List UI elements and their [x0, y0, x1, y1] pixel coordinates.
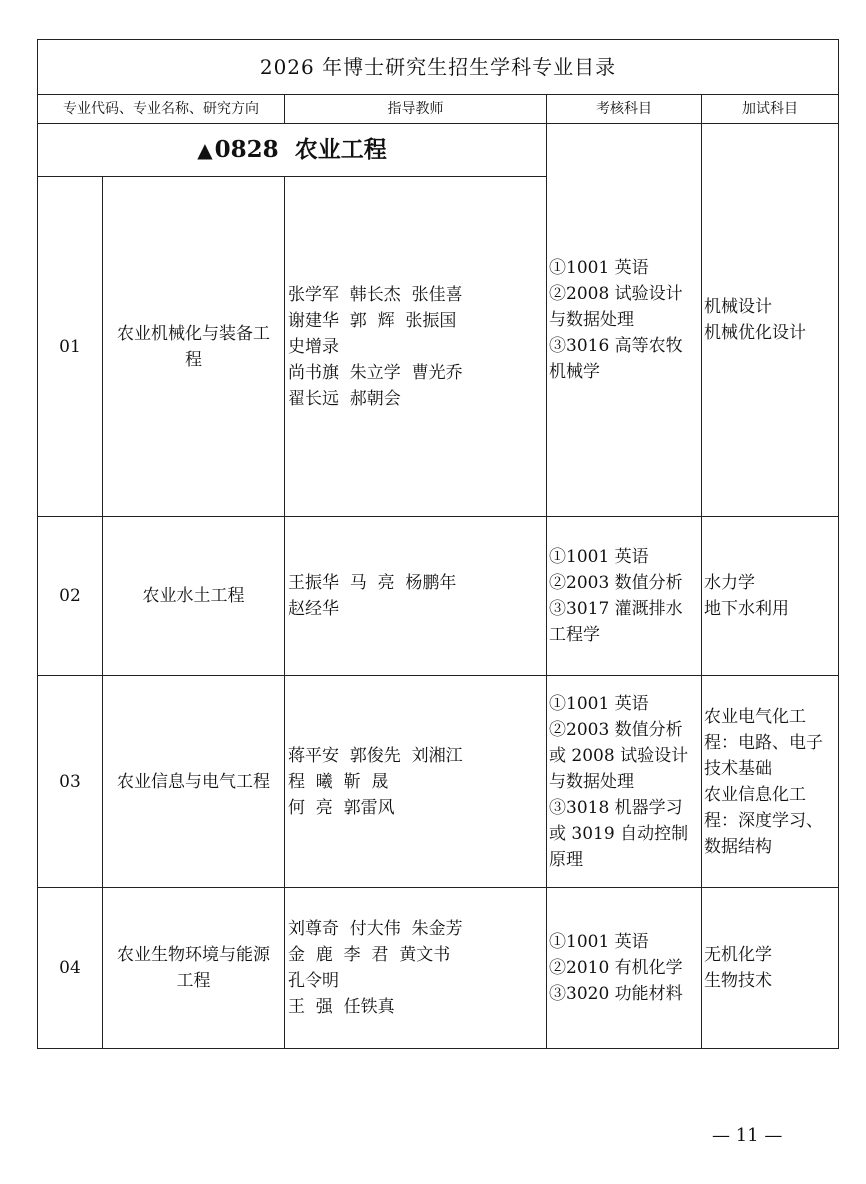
extra-line: 机械优化设计 — [704, 323, 806, 343]
header-exam: 考核科目 — [547, 95, 702, 124]
major-code: 0828 — [214, 136, 279, 163]
exam-line: 原理 — [549, 849, 583, 870]
direction-name: 农业机械化与装备工程 — [103, 177, 285, 517]
major-name: 农业工程 — [294, 136, 387, 163]
exam-line: ①1001 英语 — [549, 932, 649, 952]
direction-name: 农业生物环境与能源工程 — [103, 888, 285, 1049]
direction-code: 01 — [38, 177, 103, 517]
exam-line: ③3017 灌溉排水 — [549, 599, 683, 619]
extra-line: 无机化学 — [704, 945, 772, 965]
exam-line: ①1001 英语 — [549, 693, 649, 714]
direction-code: 02 — [38, 517, 103, 676]
teacher-cell-01 — [285, 177, 547, 517]
teacher-line: 孔令明 — [288, 971, 339, 991]
triangle-icon: ▲ — [197, 138, 213, 162]
exam-line: 或 3019 自动控制 — [549, 823, 689, 844]
extra-line: 机械设计 — [704, 297, 772, 317]
major-row — [38, 124, 839, 177]
header-major: 专业代码、专业名称、研究方向 — [38, 95, 285, 124]
exam-cell-02 — [547, 517, 702, 676]
exam-line: ①1001 英语 — [549, 258, 649, 278]
major-heading — [38, 124, 547, 177]
extra-line: 程：深度学习、 — [704, 810, 823, 831]
exam-cell-03 — [547, 676, 702, 888]
exam-line: 与数据处理 — [549, 310, 634, 330]
extra-line: 生物技术 — [704, 971, 772, 991]
extra-line: 技术基础 — [704, 758, 772, 779]
teacher-line: 史增录 — [288, 336, 339, 357]
exam-line: 或 2008 试验设计 — [549, 745, 689, 766]
teacher-line: 蒋平安 郭俊先 刘湘江 — [288, 745, 463, 766]
exam-line: ②2008 试验设计 — [549, 284, 683, 304]
exam-line: ③3020 功能材料 — [549, 984, 683, 1004]
teacher-line: 赵经华 — [288, 599, 339, 619]
exam-cell-01 — [547, 124, 702, 517]
exam-line: 与数据处理 — [549, 771, 634, 792]
teacher-line: 何 亮 郭雷风 — [288, 797, 395, 818]
exam-line: ③3016 高等农牧 — [549, 336, 683, 356]
header-row — [38, 95, 839, 124]
teacher-line: 刘尊奇 付大伟 朱金芳 — [288, 919, 463, 939]
teacher-line: 谢建华 郭 辉 张振国 — [288, 310, 457, 331]
direction-code: 03 — [38, 676, 103, 888]
direction-name: 农业信息与电气工程 — [103, 676, 285, 888]
extra-line: 水力学 — [704, 573, 755, 593]
teacher-line: 张学军 韩长杰 张佳喜 — [288, 284, 463, 305]
extra-line: 数据结构 — [704, 836, 772, 857]
exam-line: ②2010 有机化学 — [549, 958, 683, 978]
table-row — [38, 517, 839, 676]
exam-line: 工程学 — [549, 625, 600, 645]
page-number: — 11 — — [712, 1125, 783, 1146]
teacher-line: 金 鹿 李 君 黄文书 — [288, 945, 451, 965]
extra-line: 农业信息化工 — [704, 784, 806, 805]
extra-cell-03 — [702, 676, 839, 888]
teacher-cell-02 — [285, 517, 547, 676]
teacher-line: 程 曦 靳 晟 — [288, 771, 389, 792]
header-extra: 加试科目 — [702, 95, 839, 124]
direction-code: 04 — [38, 888, 103, 1049]
exam-cell-04 — [547, 888, 702, 1049]
table-row — [38, 676, 839, 888]
extra-cell-04 — [702, 888, 839, 1049]
exam-line: ②2003 数值分析 — [549, 719, 683, 740]
extra-cell-01 — [702, 124, 839, 517]
exam-line: ②2003 数值分析 — [549, 573, 683, 593]
teacher-cell-04 — [285, 888, 547, 1049]
exam-line: 机械学 — [549, 362, 600, 382]
teacher-line: 王 强 任铁真 — [288, 997, 395, 1017]
teacher-cell-03 — [285, 676, 547, 888]
header-teacher: 指导教师 — [285, 95, 547, 124]
exam-line: ③3018 机器学习 — [549, 797, 683, 818]
extra-line: 农业电气化工 — [704, 706, 806, 727]
teacher-line: 王振华 马 亮 杨鹏年 — [288, 573, 457, 593]
table-title: 2026 年博士研究生招生学科专业目录 — [38, 40, 839, 95]
table-row — [38, 888, 839, 1049]
extra-line: 地下水利用 — [704, 599, 789, 619]
teacher-line: 尚书旗 朱立学 曹光乔 — [288, 362, 463, 383]
exam-line: ①1001 英语 — [549, 547, 649, 567]
teacher-line: 翟长远 郝朝会 — [288, 388, 401, 409]
extra-line: 程：电路、电子 — [704, 732, 823, 753]
extra-cell-02 — [702, 517, 839, 676]
direction-name: 农业水土工程 — [103, 517, 285, 676]
catalog-table — [37, 39, 839, 1049]
